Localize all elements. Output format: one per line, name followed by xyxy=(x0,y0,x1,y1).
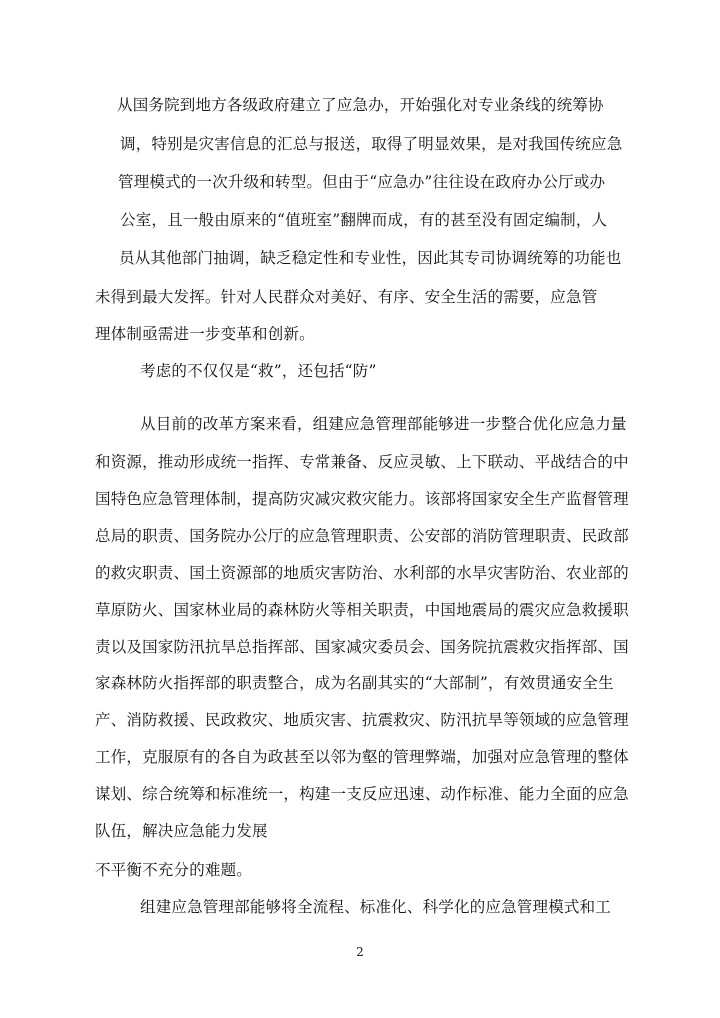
paragraph-1-line-3: 管理模式的一次升级和转型。但由于“应急办”往往设在政府办公厅或办 xyxy=(118,173,606,191)
paragraph-3-line-9: 产、消防救援、民政救灾、地质灾害、抗震救灾、防汛抗旱等领域的应急管理 xyxy=(95,711,629,729)
paragraph-1-line-4: 公室，且一般由原来的“值班室”翻牌而成，有的甚至没有固定编制，人 xyxy=(120,211,608,229)
paragraph-3-line-7: 责以及国家防汛抗旱总指挥部、国家减灾委员会、国务院抗震救灾指挥部、国 xyxy=(95,638,629,656)
section-heading: 考虑的不仅仅是“救”，还包括“防” xyxy=(140,362,377,380)
paragraph-4-line-1: 不平衡不充分的难题。 xyxy=(95,861,253,879)
page-number: 2 xyxy=(356,945,364,959)
paragraph-1-line-1: 从国务院到地方各级政府建立了应急办，开始强化对专业条线的统筹协 xyxy=(117,96,604,114)
paragraph-1-line-6: 未得到最大发挥。针对人民群众对美好、有序、安全生活的需要，应急管 xyxy=(95,288,598,306)
paragraph-3-line-1: 从目前的改革方案来看，组建应急管理部能够进一步整合优化应急力量 xyxy=(140,415,627,433)
paragraph-1-line-7: 理体制亟需进一步变革和创新。 xyxy=(95,325,315,343)
paragraph-3-line-4: 总局的职责、国务院办公厅的应急管理职责、公安部的消防管理职责、民政部 xyxy=(95,527,629,545)
paragraph-3-line-2: 和资源，推动形成统一指挥、专常兼备、反应灵敏、上下联动、平战结合的中 xyxy=(95,453,629,471)
paragraph-3-line-3: 国特色应急管理体制，提高防灾减灾救灾能力。该部将国家安全生产监督管理 xyxy=(95,490,629,508)
paragraph-3-line-12: 队伍，解决应急能力发展 xyxy=(95,822,268,840)
paragraph-1-line-2: 调，特别是灾害信息的汇总与报送，取得了明显效果，是对我国传统应急 xyxy=(120,135,623,153)
paragraph-5-line-1: 组建应急管理部能够将全流程、标准化、科学化的应急管理模式和工 xyxy=(140,898,612,916)
paragraph-3-line-8: 家森林防火指挥部的职责整合，成为名副其实的“大部制”，有效贯通安全生 xyxy=(95,674,614,692)
paragraph-3-line-6: 草原防火、国家林业局的森林防火等相关职责，中国地震局的震灾应急救援职 xyxy=(95,601,629,619)
paragraph-3-line-10: 工作，克服原有的各自为政甚至以邻为壑的管理弊端，加强对应急管理的整体 xyxy=(95,748,629,766)
paragraph-3-line-11: 谋划、综合统筹和标准统一，构建一支反应迅速、动作标准、能力全面的应急 xyxy=(95,785,629,803)
paragraph-3-line-5: 的救灾职责、国土资源部的地质灾害防治、水利部的水旱灾害防治、农业部的 xyxy=(95,564,629,582)
paragraph-1-line-5: 员从其他部门抽调，缺乏稳定性和专业性，因此其专司协调统筹的功能也 xyxy=(119,249,622,267)
